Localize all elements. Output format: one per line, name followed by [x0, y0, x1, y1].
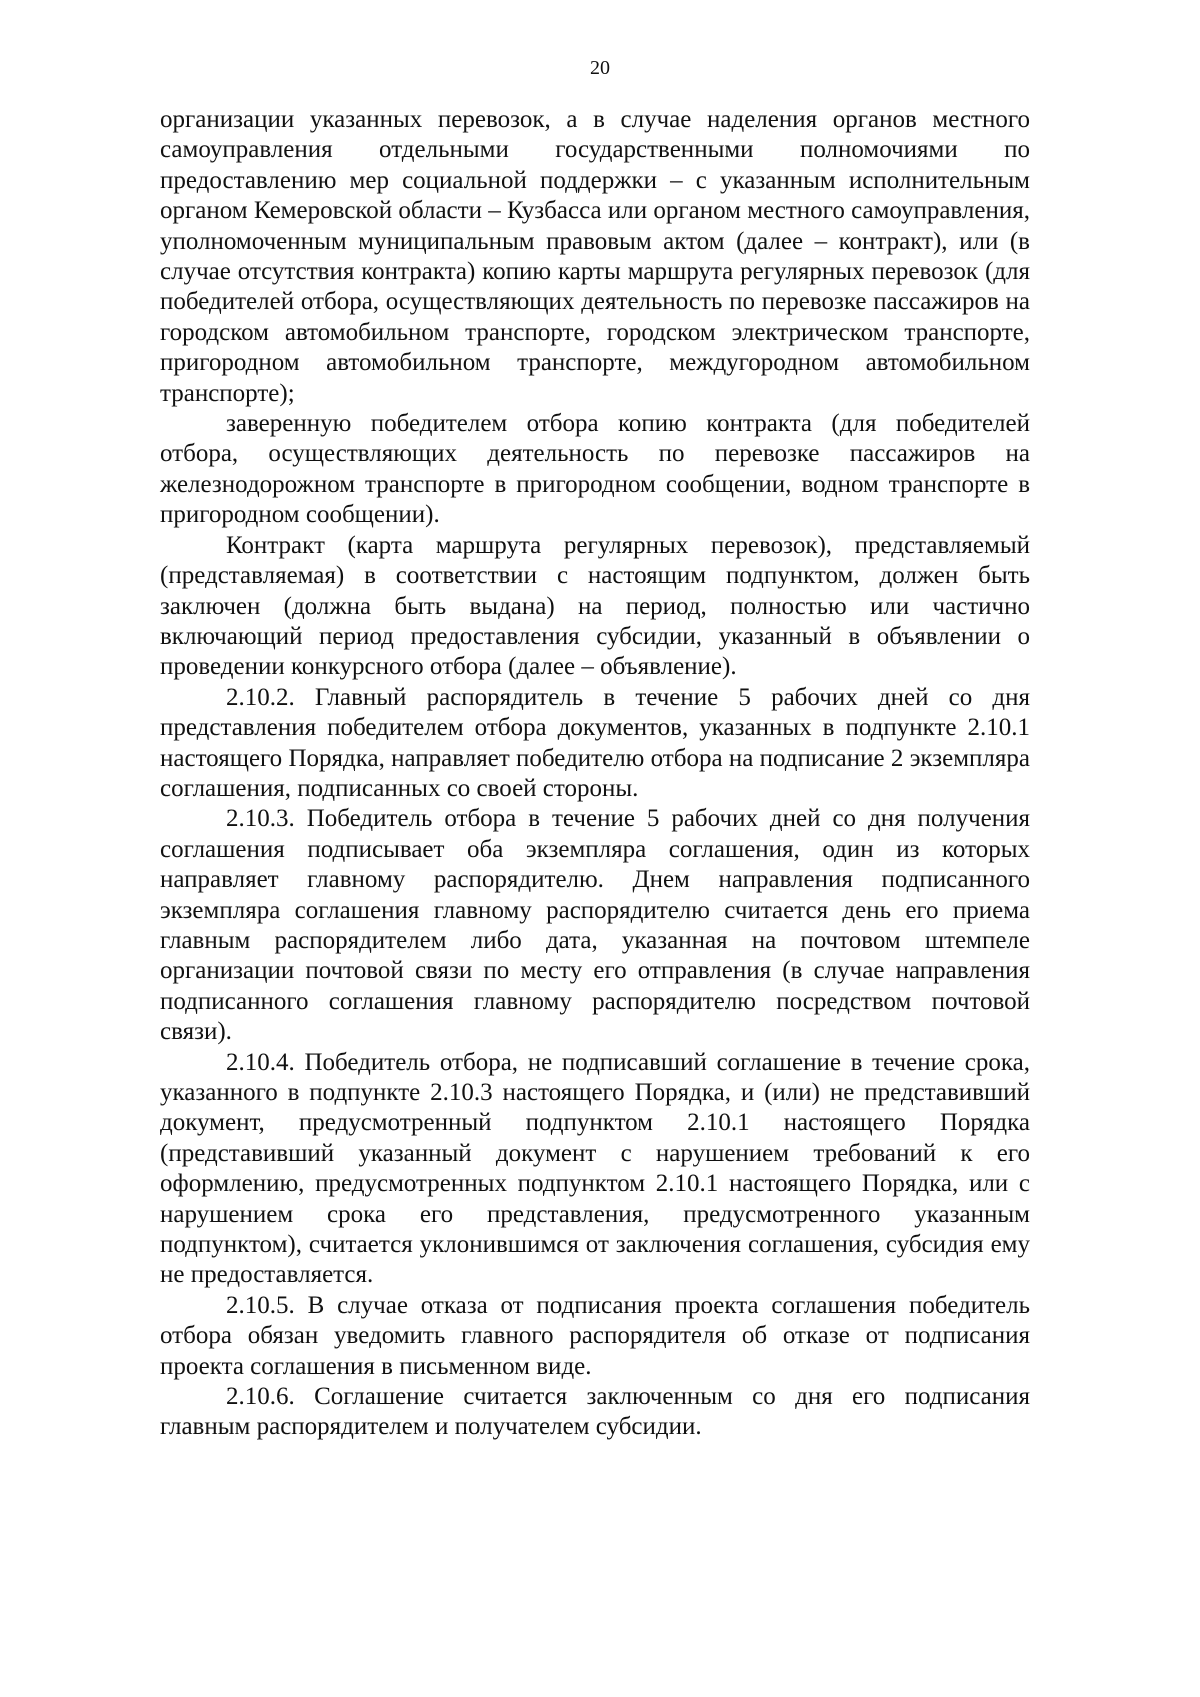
document-body — [160, 105, 1030, 1443]
paragraph-2-10-5: 2.10.5. В случае отказа от подписания проекта соглашения победитель отбора обязан уведомить главного распорядителя об отказе от подписания проекта соглашения в письменном виде. — [160, 1291, 1030, 1380]
paragraph-certified-contract-copy: заверенную победителем отбора копию контракта (для победителей отбора, осуществляющих деятельность по перевозке пассажиров на железнодорожном транспорте в пригородном сообщении, водном транспорте в пригородном сообщении). — [160, 410, 1030, 529]
paragraph-continuation: организации указанных перевозок, а в случае наделения органов местного самоуправления отдельными государственными полномочиями по предоставлению мер социальной поддержки – с указанным исполнительным органом Кемеровской области – Кузбасса или органом местного самоуправления, уполномоченным муниципальным правовым актом (далее – контракт), или (в случае отсутствия контракта) копию карты маршрута регулярных перевозок (для победителей отбора, осуществляющих деятельность по перевозке пассажиров на городском автомобильном транспорте, городском электрическом транспорте, пригородном автомобильном транспорте, междугородном автомобильном транспорте); — [160, 106, 1030, 407]
paragraph-2-10-6: 2.10.6. Соглашение считается заключенным со дня его подписания главным распорядителем и получателем субсидии. — [160, 1383, 1030, 1441]
paragraph-contract-period: Контракт (карта маршрута регулярных перевозок), представляемый (представляемая) в соответствии с настоящим подпунктом, должен быть заключен (должна быть выдана) на период, полностью или частично включающий период предоставления субсидии, указанный в объявлении о проведении конкурсного отбора (далее – объявление). — [160, 531, 1030, 681]
paragraph-2-10-3: 2.10.3. Победитель отбора в течение 5 рабочих дней со дня получения соглашения подписывает оба экземпляра соглашения, один из которых направляет главному распорядителю. Днем направления подписанного экземпляра соглашения главному распорядителю считается день его приема главным распорядителем либо дата, указанная на почтовом штемпеле организации почтовой связи по месту его отправления (в случае направления подписанного соглашения главному распорядителю посредством почтовой связи). — [160, 805, 1030, 1046]
page-number: 20 — [590, 57, 610, 79]
paragraph-2-10-2: 2.10.2. Главный распорядитель в течение 5 рабочих дней со дня представления победителем отбора документов, указанных в подпункте 2.10.1 настоящего Порядка, направляет победителю отбора на подписание 2 экземпляра соглашения, подписанных со своей стороны. — [160, 683, 1030, 802]
paragraph-2-10-4: 2.10.4. Победитель отбора, не подписавший соглашение в течение срока, указанного в подпункте 2.10.3 настоящего Порядка, и (или) не представивший документ, предусмотренный подпунктом 2.10.1 настоящего Порядка (представивший указанный документ с нарушением требований к его оформлению, предусмотренных подпунктом 2.10.1 настоящего Порядка, или с нарушением срока его представления, предусмотренного указанным подпунктом), считается уклонившимся от заключения соглашения, субсидия ему не предоставляется. — [160, 1048, 1030, 1289]
